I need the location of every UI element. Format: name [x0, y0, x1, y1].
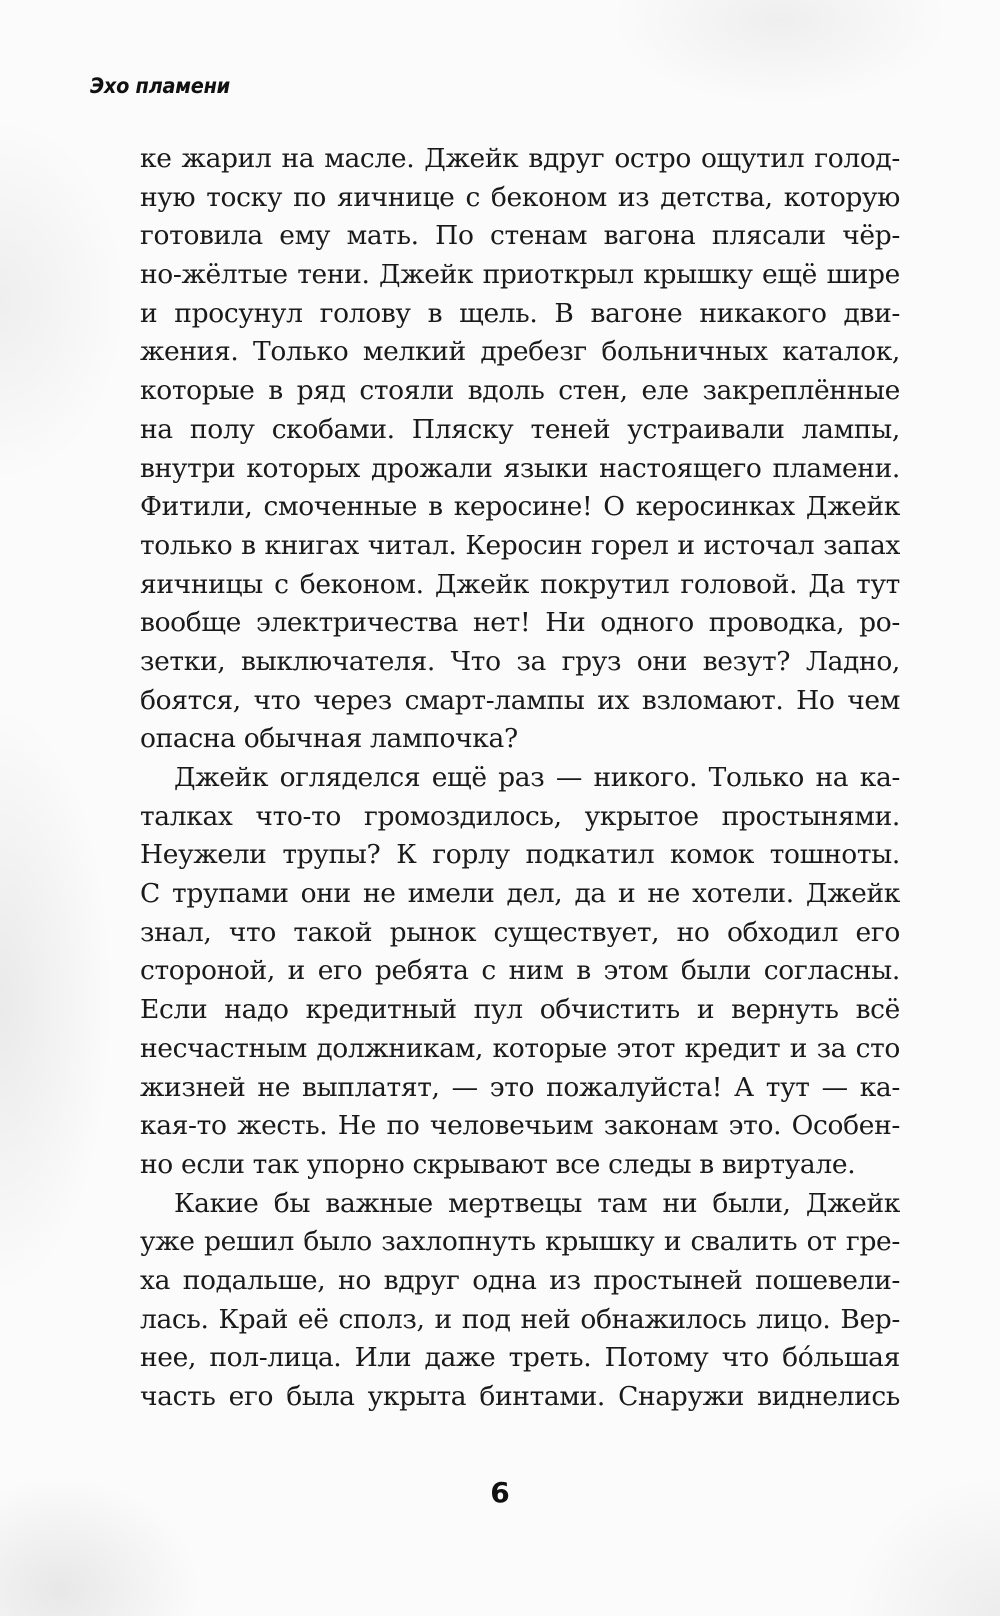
text-line: ную тоску по яичнице с беконом из детства, которую: [140, 181, 900, 213]
text-line: опасна обычная лампочка?: [140, 723, 518, 755]
text-line: но-жёлтые тени. Джейк приоткрыл крышку ещё шире: [140, 259, 900, 291]
text-line: часть его была укрыта бинтами. Снаружи виднелись: [140, 1381, 900, 1412]
text-line: знал, что такой рынок существует, но обходил его: [140, 916, 900, 948]
text-line: только в книгах читал. Керосин горел и источал запах: [140, 529, 900, 561]
text-line: жизней не выплатят, — это пожалуйста! А тут — ка-: [140, 1071, 900, 1103]
body-text: [140, 140, 900, 1417]
text-line: Неужели трупы? К горлу подкатил комок тошноты.: [140, 839, 900, 871]
text-line: готовила ему мать. По стенам вагона плясали чёр-: [140, 220, 900, 252]
text-line: Если надо кредитный пул обчистить и вернуть всё: [140, 994, 900, 1026]
text-line: уже решил было захлопнуть крышку и свалить от гре-: [140, 1226, 900, 1258]
text-line: несчастным должникам, которые этот кредит и за сто: [140, 1032, 900, 1064]
text-line: на полу скобами. Пляску теней устраивали лампы,: [140, 413, 900, 445]
page-number: 6: [490, 1476, 510, 1509]
text-line: лась. Край её сполз, и под ней обнажилось лицо. Вер-: [140, 1303, 900, 1335]
text-line: боятся, что через смарт-лампы их взломают. Но чем: [140, 684, 900, 716]
text-line: жения. Только мелкий дребезг больничных каталок,: [140, 336, 900, 368]
text-line: ке жарил на масле. Джейк вдруг остро ощутил голод-: [140, 143, 900, 174]
paragraph-3: [140, 1185, 900, 1417]
text-line: нее, пол-лица. Или даже треть. Потому что бóльшая: [140, 1342, 900, 1374]
text-line: Фитили, смоченные в керосине! О керосинках Джейк: [140, 491, 900, 523]
text-line: которые в ряд стояли вдоль стен, еле закреплённые: [140, 375, 900, 407]
text-line: Какие бы важные мертвецы там ни были, Джейк: [174, 1187, 900, 1219]
text-line: зетки, выключателя. Что за груз они везут? Ладно,: [140, 645, 900, 677]
text-line: Джейк огляделся ещё раз — никого. Только на ка-: [174, 762, 900, 793]
text-line: ха подальше, но вдруг одна из простыней пошевели-: [140, 1264, 900, 1296]
text-line: внутри которых дрожали языки настоящего пламени.: [140, 452, 900, 484]
text-line: С трупами они не имели дел, да и не хотели. Джейк: [140, 878, 900, 910]
text-line: яичницы с беконом. Джейк покрутил головой. Да тут: [140, 568, 900, 600]
paragraph-2: [140, 759, 900, 1185]
text-line: кая-то жесть. Не по человечьим законам это. Особен-: [140, 1110, 900, 1142]
text-line: и просунул голову в щель. В вагоне никакого дви-: [140, 297, 900, 329]
text-line: стороной, и его ребята с ним в этом были согласны.: [140, 955, 900, 987]
text-line: но если так упорно скрывают все следы в виртуале.: [140, 1148, 856, 1180]
text-line: талках что-то громоздилось, укрытое простынями.: [140, 800, 900, 832]
paragraph-1: [140, 140, 900, 759]
running-head: Эхо пламени: [90, 74, 230, 98]
text-line: вообще электричества нет! Ни одного проводка, ро-: [140, 607, 900, 639]
